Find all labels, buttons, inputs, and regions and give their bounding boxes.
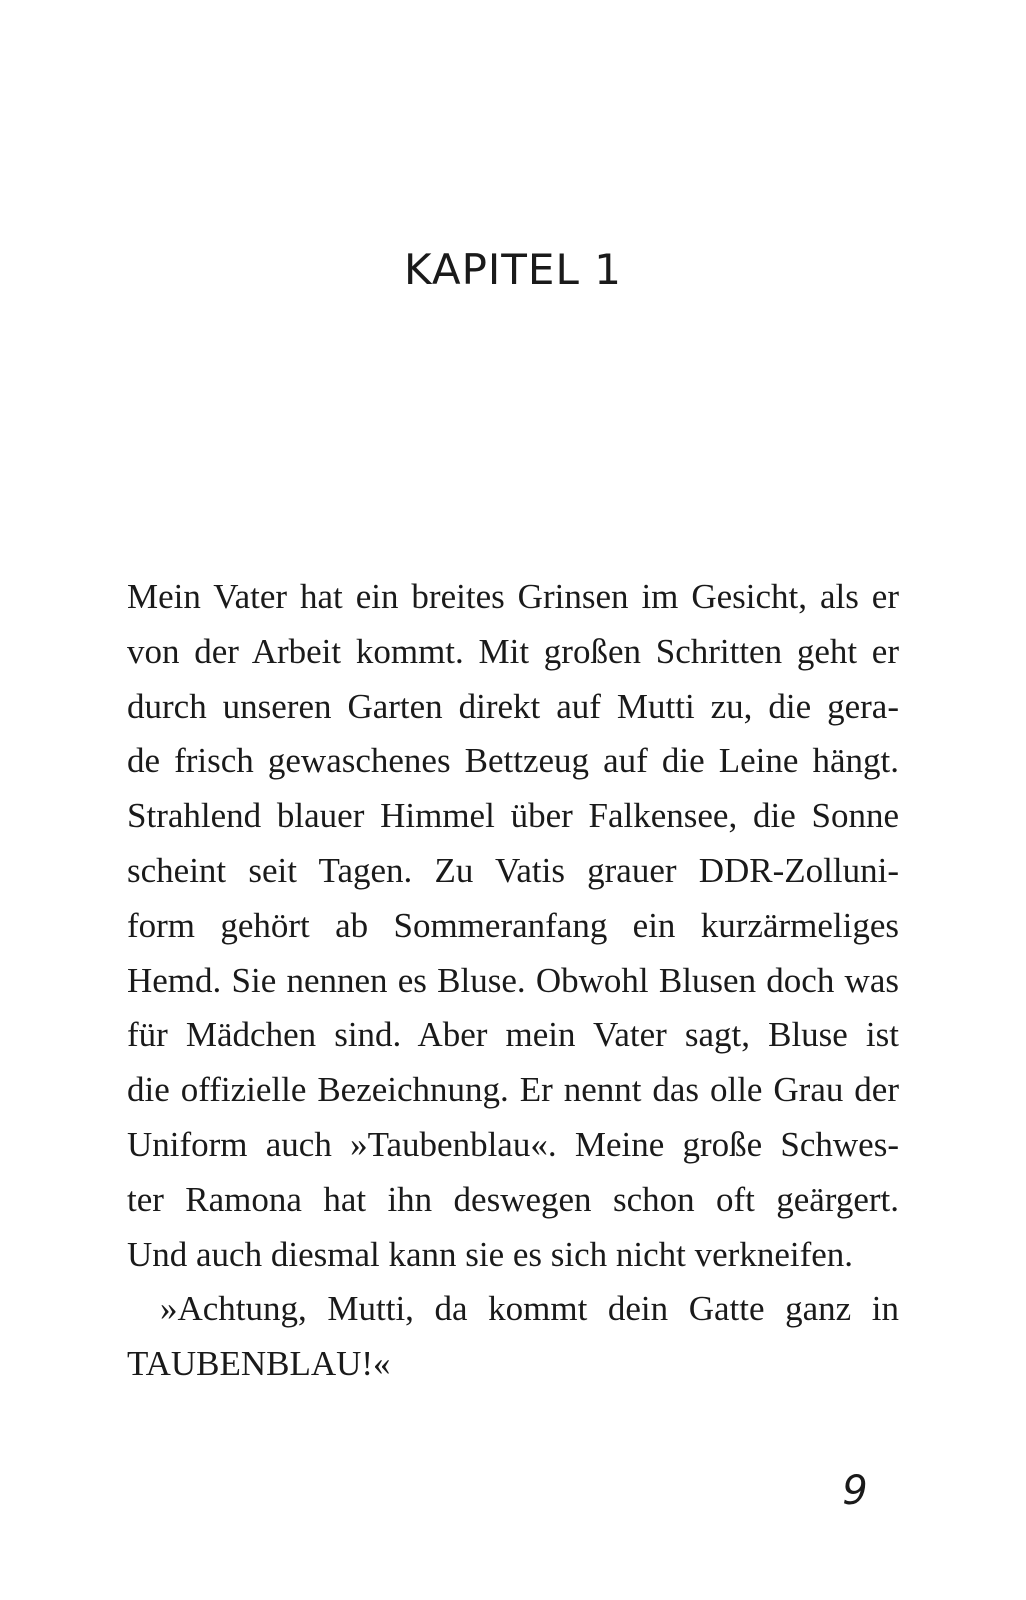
body-text: [127, 570, 899, 1392]
text-line: für Mädchen sind. Aber mein Vater sagt, Bluse ist: [127, 1015, 899, 1055]
text-line: de frisch gewaschenes Bettzeug auf die Leine hängt.: [127, 741, 899, 781]
text-line: die offizielle Bezeichnung. Er nennt das olle Grau der: [127, 1070, 899, 1110]
text-line: form gehört ab Sommeranfang ein kurzärmeliges: [127, 905, 899, 945]
text-line: »Achtung, Mutti, da kommt dein Gatte ganz in: [160, 1289, 899, 1329]
text-line: durch unseren Garten direkt auf Mutti zu, die gera-: [127, 686, 899, 726]
text-line: TAUBENBLAU!«: [127, 1344, 391, 1384]
text-line: ter Ramona hat ihn deswegen schon oft geärgert.: [127, 1179, 899, 1219]
text-line: von der Arbeit kommt. Mit großen Schritten geht er: [127, 631, 899, 671]
page-number: 9: [842, 1468, 868, 1514]
text-line: Hemd. Sie nennen es Bluse. Obwohl Blusen doch was: [127, 960, 899, 1000]
text-line: Uniform auch »Taubenblau«. Meine große Schwes-: [127, 1124, 899, 1164]
text-line: Strahlend blauer Himmel über Falkensee, die Sonne: [127, 796, 899, 836]
text-line: Und auch diesmal kann sie es sich nicht verkneifen.: [127, 1234, 854, 1274]
text-line: Mein Vater hat ein breites Grinsen im Gesicht, als er: [127, 577, 899, 616]
chapter-heading: KAPITEL 1: [404, 245, 622, 294]
text-line: scheint seit Tagen. Zu Vatis grauer DDR-Zolluni-: [127, 850, 899, 890]
